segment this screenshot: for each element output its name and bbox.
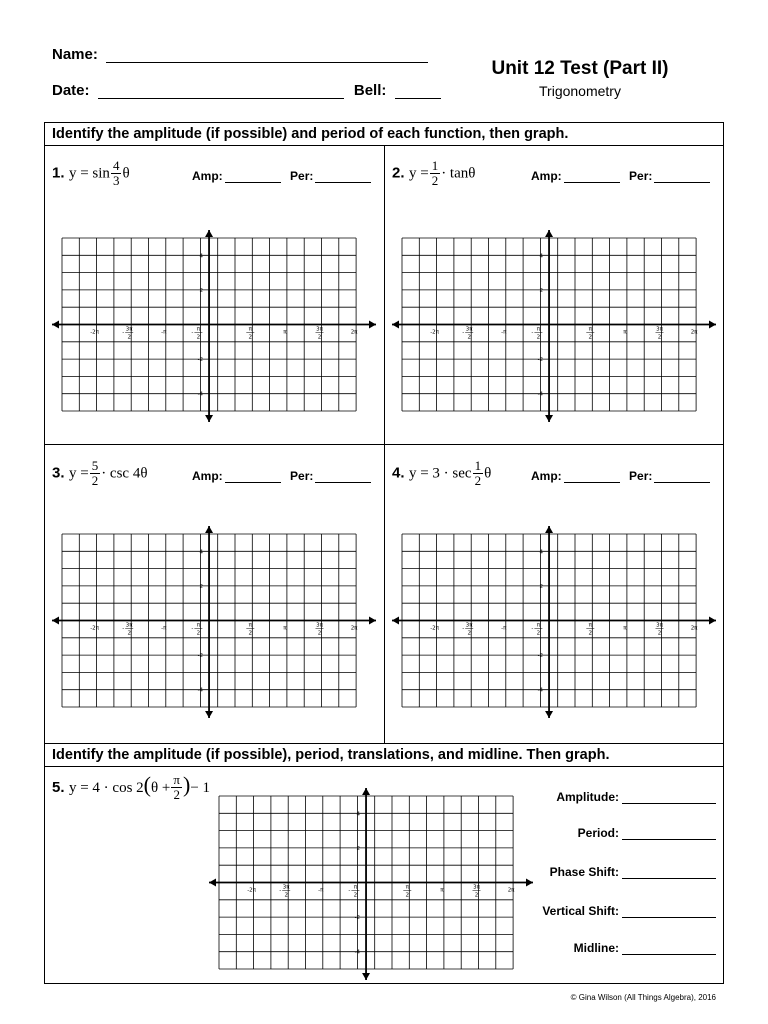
page-title: Unit 12 Test (Part II)	[491, 58, 669, 79]
page-subtitle: Trigonometry	[539, 83, 621, 99]
x-tick-sign: -	[191, 625, 194, 632]
graph-4[interactable]	[390, 524, 718, 720]
arrow-down-icon	[545, 415, 553, 422]
y-tick-label: 2	[539, 583, 544, 590]
arrow-down-icon	[362, 973, 370, 980]
amp-blank[interactable]	[564, 170, 620, 183]
x-tick-label: 3π	[465, 622, 473, 629]
arrow-right-icon	[369, 321, 376, 329]
y-tick-label: 4	[356, 811, 361, 818]
y-tick-label: 2	[356, 845, 361, 852]
x-tick-label: 3π	[656, 622, 663, 629]
y-tick-label: -4	[197, 687, 204, 694]
graph-1[interactable]	[50, 228, 378, 424]
x-tick-label: π	[440, 887, 444, 894]
date-row	[52, 82, 441, 99]
x-tick-label: π	[248, 622, 252, 629]
x-tick-label: 2	[588, 334, 593, 341]
x-tick-label: 2	[405, 892, 410, 899]
arrow-right-icon	[709, 321, 716, 329]
copyright-footer: © Gina Wilson (All Things Algebra), 2016	[570, 993, 716, 1002]
x-tick-sign: -	[462, 625, 465, 632]
x-tick-label: -2π	[247, 887, 256, 894]
x-tick-label: -π	[318, 887, 324, 894]
problem-1-answers: Amp: Per:	[192, 169, 371, 183]
x-tick-label: 2π	[690, 329, 698, 336]
x-tick-label: -π	[501, 625, 507, 632]
arrow-right-icon	[526, 879, 533, 887]
y-tick-label: 2	[199, 583, 204, 590]
x-tick-label: 2	[248, 334, 253, 341]
x-tick-label: 2	[536, 630, 541, 637]
x-tick-label: 3π	[473, 884, 480, 891]
x-tick-label: 2π	[350, 625, 358, 632]
y-tick-label: -2	[197, 357, 204, 364]
phase-shift-field: Phase Shift:	[500, 865, 716, 879]
bell-label: Bell:	[353, 82, 387, 99]
x-tick-label: 2	[317, 334, 322, 341]
y-tick-label: -4	[354, 949, 361, 956]
x-tick-label: 2	[248, 630, 253, 637]
x-tick-sign: -	[279, 887, 282, 894]
y-tick-label: 4	[199, 549, 204, 556]
graph-2[interactable]	[390, 228, 718, 424]
date-blank[interactable]	[98, 82, 344, 99]
period-field: Period:	[500, 826, 716, 840]
y-tick-label: -4	[537, 687, 544, 694]
x-tick-label: 3π	[125, 622, 133, 629]
x-tick-label: -π	[501, 329, 507, 336]
x-tick-label: 3π	[125, 326, 133, 333]
x-tick-label: π	[623, 625, 627, 632]
x-tick-sign: -	[191, 329, 194, 336]
per-blank[interactable]	[315, 170, 371, 183]
x-tick-label: 2	[353, 892, 358, 899]
x-tick-label: π	[623, 329, 627, 336]
arrow-right-icon	[369, 617, 376, 625]
arrow-left-icon	[52, 617, 59, 625]
problem-4-equation: 4. y = 3 · sec $\frac{1}{2}$ θ	[392, 458, 492, 488]
per-blank[interactable]	[315, 470, 371, 483]
x-tick-label: 3π	[316, 326, 323, 333]
arrow-down-icon	[205, 711, 213, 718]
section2-header	[44, 743, 724, 767]
x-tick-label: 2	[467, 334, 471, 341]
x-tick-label: -2π	[90, 625, 99, 632]
x-tick-sign: -	[531, 329, 534, 336]
x-tick-label: π	[536, 622, 541, 629]
x-tick-label: π	[283, 625, 287, 632]
y-tick-label: -2	[537, 653, 544, 660]
amp-blank[interactable]	[225, 470, 281, 483]
y-tick-label: 2	[199, 287, 204, 294]
x-tick-label: 2	[657, 334, 662, 341]
arrow-down-icon	[205, 415, 213, 422]
section2-instruction: Identify the amplitude (if possible), period, translations, and midline. Then graph.	[52, 747, 610, 763]
x-tick-label: 2	[474, 892, 479, 899]
bell-blank[interactable]	[395, 82, 441, 99]
y-tick-label: 4	[539, 549, 544, 556]
arrow-up-icon	[545, 526, 553, 533]
x-tick-label: 3π	[316, 622, 323, 629]
x-tick-label: π	[536, 326, 541, 333]
amp-blank[interactable]	[564, 470, 620, 483]
graph-5[interactable]	[207, 786, 535, 982]
graph-3[interactable]	[50, 524, 378, 720]
problem-2-answers: Amp: Per:	[531, 169, 710, 183]
arrow-down-icon	[545, 711, 553, 718]
y-tick-label: 4	[539, 253, 544, 260]
section1-instruction: Identify the amplitude (if possible) and period of each function, then graph.	[52, 126, 569, 142]
midline-blank[interactable]	[622, 942, 716, 955]
x-tick-sign: -	[348, 887, 351, 894]
y-tick-label: -4	[537, 391, 544, 398]
x-tick-label: 2	[127, 334, 131, 341]
x-tick-label: 2	[657, 630, 662, 637]
x-tick-sign: -	[531, 625, 534, 632]
y-tick-label: 2	[539, 287, 544, 294]
x-tick-label: -π	[161, 329, 167, 336]
arrow-up-icon	[205, 230, 213, 237]
x-tick-sign: -	[462, 329, 465, 336]
section1-header	[44, 122, 724, 146]
x-tick-label: π	[248, 326, 252, 333]
x-tick-label: 2π	[507, 887, 515, 894]
x-tick-sign: -	[122, 329, 125, 336]
x-tick-label: π	[283, 329, 287, 336]
per-blank[interactable]	[654, 170, 710, 183]
problem-2-equation: 2. y = $\frac{1}{2}$ · tanθ	[392, 158, 476, 188]
x-tick-label: -2π	[430, 329, 439, 336]
x-tick-label: -2π	[90, 329, 99, 336]
vertical-shift-field: Vertical Shift:	[500, 904, 716, 918]
y-tick-label: -2	[197, 653, 204, 660]
amp-blank[interactable]	[225, 170, 281, 183]
amplitude-blank[interactable]	[622, 791, 716, 804]
midline-field: Midline:	[500, 941, 716, 955]
x-tick-label: 2	[284, 892, 288, 899]
vertical-shift-blank[interactable]	[622, 905, 716, 918]
x-tick-label: 3π	[282, 884, 290, 891]
x-tick-label: 3π	[465, 326, 473, 333]
arrow-up-icon	[205, 526, 213, 533]
x-tick-label: π	[196, 326, 201, 333]
arrow-left-icon	[392, 321, 399, 329]
x-tick-label: 3π	[656, 326, 663, 333]
phase-shift-blank[interactable]	[622, 866, 716, 879]
y-tick-label: -4	[197, 391, 204, 398]
x-tick-label: 2	[588, 630, 593, 637]
arrow-left-icon	[392, 617, 399, 625]
x-tick-label: 2	[317, 630, 322, 637]
x-tick-label: 2π	[690, 625, 698, 632]
date-label: Date:	[52, 82, 90, 99]
arrow-up-icon	[362, 788, 370, 795]
x-tick-label: 2	[467, 630, 471, 637]
x-tick-label: π	[588, 326, 592, 333]
arrow-left-icon	[52, 321, 59, 329]
x-tick-label: 2	[127, 630, 131, 637]
problem-3-answers: Amp: Per:	[192, 469, 371, 483]
x-tick-label: π	[588, 622, 592, 629]
y-tick-label: 4	[199, 253, 204, 260]
x-tick-label: π	[353, 884, 358, 891]
y-tick-label: -2	[537, 357, 544, 364]
x-tick-sign: -	[122, 625, 125, 632]
x-tick-label: -π	[161, 625, 167, 632]
x-tick-label: 2	[536, 334, 541, 341]
amplitude-field: Amplitude:	[500, 790, 716, 804]
per-blank[interactable]	[654, 470, 710, 483]
name-row	[52, 46, 428, 63]
y-tick-label: -2	[354, 915, 361, 922]
x-tick-label: 2π	[350, 329, 358, 336]
problem-3-equation: 3. y = $\frac{5}{2}$ · csc 4θ	[52, 458, 148, 488]
problem-5-equation: 5. y = 4 · cos 2(θ + $\frac{\pi}{2}$ )− 1	[52, 772, 211, 803]
problem-1-equation: 1. y = sin $\frac{4}{3}$ θ	[52, 158, 130, 188]
period-blank[interactable]	[622, 827, 716, 840]
arrow-left-icon	[209, 879, 216, 887]
problem-4-answers: Amp: Per:	[531, 469, 710, 483]
x-tick-label: π	[405, 884, 409, 891]
x-tick-label: 2	[196, 334, 201, 341]
arrow-right-icon	[709, 617, 716, 625]
arrow-up-icon	[545, 230, 553, 237]
x-tick-label: π	[196, 622, 201, 629]
x-tick-label: -2π	[430, 625, 439, 632]
x-tick-label: 2	[196, 630, 201, 637]
name-label: Name:	[52, 46, 98, 63]
name-blank[interactable]	[106, 46, 428, 63]
